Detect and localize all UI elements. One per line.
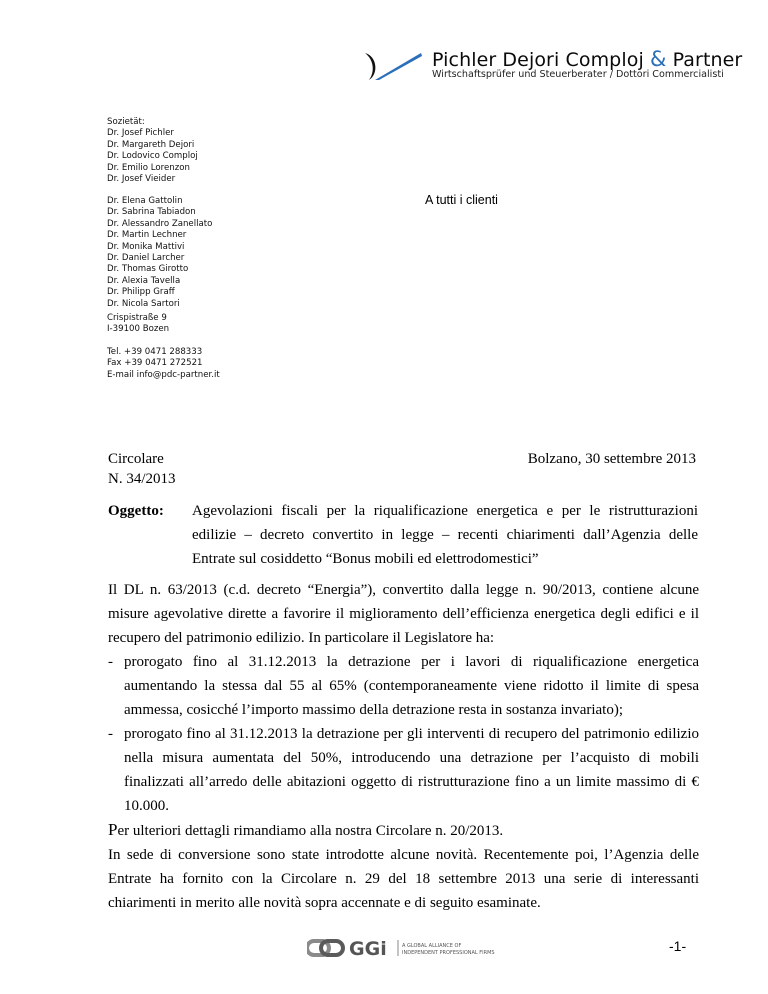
reference-paragraph (108, 818, 699, 843)
staff-name: Dr. Monika Mattivi (107, 241, 185, 252)
staff-name: Dr. Alexia Tavella (107, 275, 181, 286)
address-city: I-39100 Bozen (107, 324, 170, 335)
company-name-main: Pichler Dejori Comploj (432, 49, 644, 71)
body-text (108, 578, 699, 915)
subject-text: Agevolazioni fiscali per la riqualificazione energetica e per le ristrutturazioni edilizie – decreto convertito in legge – recenti chiarimenti dall’Agenzia delle Entrate sul cosiddetto “Bonus mobili ed elettrodomestici” (192, 503, 698, 567)
list-item-text: prorogato fino al 31.12.2013 la detrazione per gli interventi di recupero del patrimonio edilizio nella misura aumentata del 50%, introducendo una detrazione per l’acquisto di mobili finalizzati all’arredo delle abitazioni oggetto di ristrutturazione fino a un limite massimo di € 10.000. (124, 726, 699, 814)
staff-name: Dr. Elena Gattolin (107, 196, 183, 206)
ggi-logo-icon (307, 937, 497, 959)
bullet-dash: - (108, 726, 113, 742)
company-subtitle: Wirtschaftsprüfer und Steuerberater / Dottori Commercialisti (432, 69, 724, 80)
ggi-wordmark: GGi (349, 938, 387, 959)
phone-number: Tel. +39 0471 288333 (107, 347, 203, 357)
reference-initial: P (108, 820, 118, 839)
partner-name: Dr. Emilio Lorenzon (107, 162, 190, 173)
fax-number: Fax +39 0471 272521 (107, 358, 203, 369)
list-item-text: prorogato fino al 31.12.2013 la detrazione per i lavori di riqualificazione energetica aumentando la stessa dal 55 al 65% (contemporaneamente viene ridotto il limite di spesa ammessa, cosicché l’importo massimo della detrazione resta in sostanza invariato); (124, 654, 699, 718)
staff-name: Dr. Alessandro Zanellato (107, 218, 213, 229)
partner-name: Dr. Lodovico Comploj (107, 151, 198, 162)
subject-block (108, 499, 698, 571)
reference-text: er ulteriori dettagli rimandiamo alla nostra Circolare n. 20/2013. (117, 823, 504, 839)
office-address (107, 313, 169, 336)
company-ampersand: & (649, 47, 667, 71)
ggi-tagline-2: INDEPENDENT PROFESSIONAL FIRMS (402, 950, 495, 956)
company-name (432, 47, 742, 71)
company-logo-icon (361, 50, 423, 82)
partner-name: Dr. Josef Pichler (107, 128, 174, 139)
partner-name: Dr. Josef Vieider (107, 174, 176, 185)
staff-list (107, 196, 212, 310)
staff-name: Dr. Martin Lechner (107, 230, 187, 241)
staff-name: Dr. Daniel Larcher (107, 253, 185, 264)
place-date: Bolzano, 30 settembre 2013 (527, 451, 696, 467)
subject-label: Oggetto: (108, 503, 164, 519)
email-address: E-mail info@pdc-partner.it (107, 369, 220, 380)
bullet-dash: - (108, 654, 113, 670)
partner-name: Dr. Margareth Dejori (107, 139, 195, 150)
contact-info (107, 347, 220, 381)
doc-number: N. 34/2013 (108, 471, 176, 487)
partners-heading: Sozietät: (107, 117, 145, 127)
staff-name: Dr. Nicola Sartori (107, 298, 180, 309)
page-number: -1- (669, 938, 687, 954)
staff-name: Dr. Philipp Graff (107, 287, 175, 298)
clarification-paragraph: In sede di conversione sono state introdotte alcune novità. Recentemente poi, l’Agenzia delle Entrate ha fornito con la Circolare n. 29 del 18 settembre 2013 una serie di interessanti chiarimenti in merito alle novità sopra accennate e di seguito esaminate. (108, 847, 699, 911)
recipient-line: A tutti i clienti (425, 193, 498, 207)
ggi-tagline-1: A GLOBAL ALLIANCE OF (402, 943, 462, 949)
staff-name: Dr. Thomas Girotto (107, 264, 189, 275)
list-item (108, 722, 699, 818)
address-street: Crispistraße 9 (107, 313, 167, 323)
circular-meta (108, 449, 176, 489)
doc-type: Circolare (108, 451, 164, 467)
partners-list (107, 117, 198, 185)
list-item (108, 650, 699, 722)
company-name-partner: Partner (672, 49, 743, 71)
staff-name: Dr. Sabrina Tabiadon (107, 207, 196, 218)
intro-paragraph: Il DL n. 63/2013 (c.d. decreto “Energia”), convertito dalla legge n. 90/2013, contiene alcune misure agevolative dirette a favorire il miglioramento dell’efficienza energetica degli edifici e il recupero del patrimonio edilizio. In particolare il Legislatore ha: (108, 582, 699, 646)
